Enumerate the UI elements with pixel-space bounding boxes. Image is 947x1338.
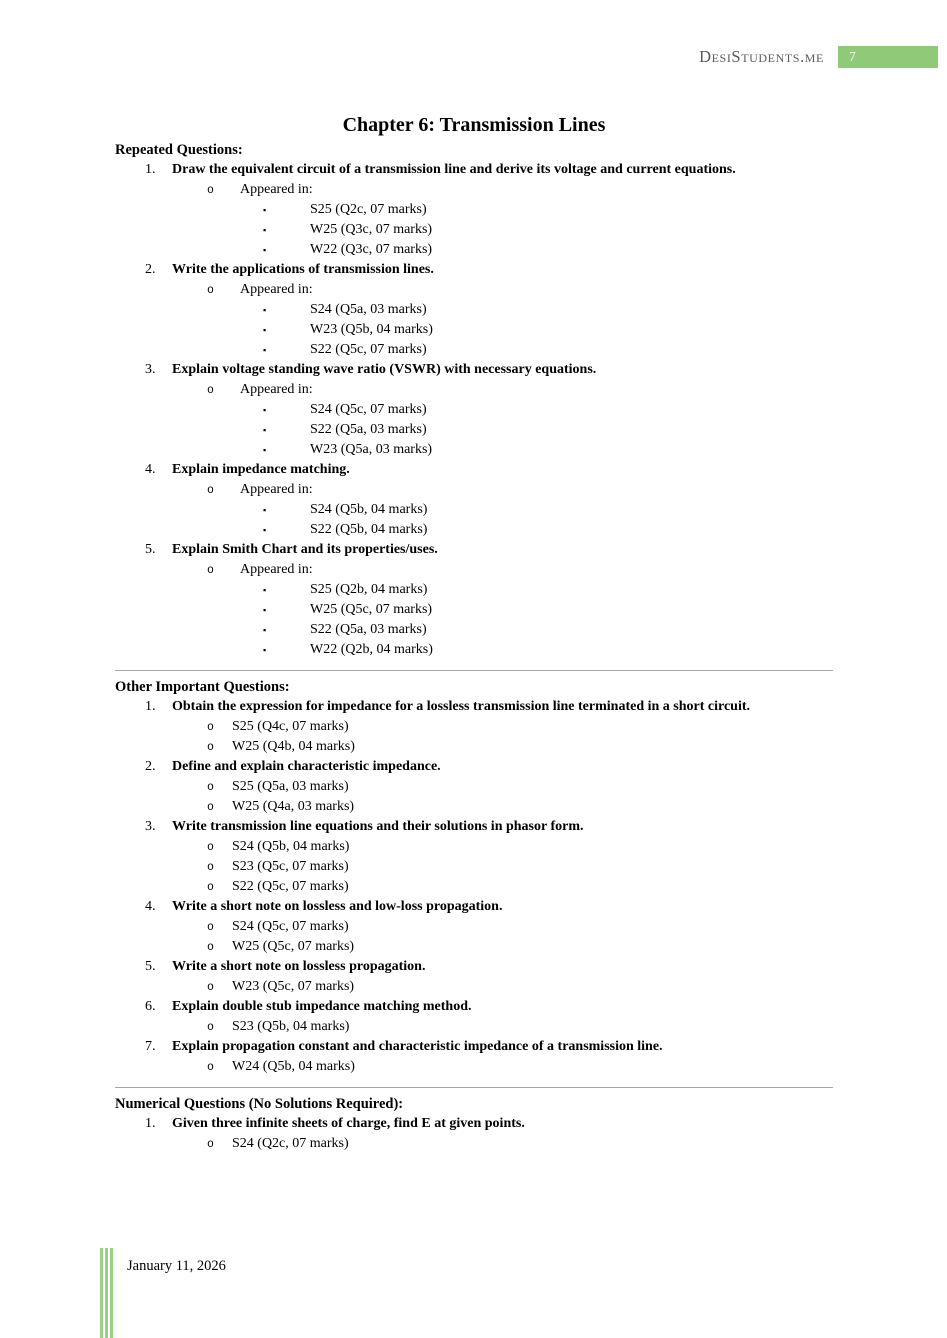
appearance-item-text: W25 (Q4b, 04 marks) <box>232 739 355 754</box>
appearance-item <box>115 937 833 957</box>
question-item <box>115 1037 833 1057</box>
circle-bullet-icon: o <box>207 184 214 197</box>
appearance-item-text: S22 (Q5a, 03 marks) <box>310 622 427 637</box>
section-divider <box>115 1087 833 1088</box>
appearance-item-text: S22 (Q5c, 07 marks) <box>310 342 427 357</box>
circle-bullet-icon: o <box>207 1021 214 1034</box>
question-item <box>115 160 833 180</box>
footer-date: January 11, 2026 <box>127 1258 226 1274</box>
appearance-item <box>115 620 833 640</box>
circle-bullet-icon: o <box>207 564 214 577</box>
section-divider <box>115 670 833 671</box>
question-number: 1. <box>145 1116 156 1131</box>
question-text: Explain impedance matching. <box>172 462 350 477</box>
circle-bullet-icon: o <box>207 801 214 814</box>
square-bullet-icon: ▪ <box>263 405 267 415</box>
section-heading: Other Important Questions: <box>115 679 290 695</box>
question-number: 5. <box>145 542 156 557</box>
question-number: 3. <box>145 362 156 377</box>
appearance-item <box>115 340 833 360</box>
question-text: Explain double stub impedance matching method. <box>172 999 472 1014</box>
question-number: 1. <box>145 699 156 714</box>
circle-bullet-icon: o <box>207 941 214 954</box>
question-text: Write the applications of transmission lines. <box>172 262 434 277</box>
appearance-item-text: W25 (Q3c, 07 marks) <box>310 222 433 237</box>
appearance-item-text: S24 (Q5b, 04 marks) <box>232 839 350 854</box>
site-name: DesiStudents.me <box>699 47 824 66</box>
square-bullet-icon: ▪ <box>263 605 267 615</box>
appearance-item <box>115 857 833 877</box>
circle-bullet-icon: o <box>207 841 214 854</box>
appearance-item <box>115 737 833 757</box>
question-number: 2. <box>145 759 156 774</box>
circle-bullet-icon: o <box>207 384 214 397</box>
appearance-item-text: W25 (Q5c, 07 marks) <box>310 602 433 617</box>
appearance-item-text: S22 (Q5a, 03 marks) <box>310 422 427 437</box>
page-title: Chapter 6: Transmission Lines <box>342 114 606 136</box>
appearance-item-text: W22 (Q3c, 07 marks) <box>310 242 433 257</box>
question-item <box>115 757 833 777</box>
question-item <box>115 540 833 560</box>
square-bullet-icon: ▪ <box>263 225 267 235</box>
circle-bullet-icon: o <box>207 741 214 754</box>
appearance-item <box>115 877 833 897</box>
circle-bullet-icon: o <box>207 921 214 934</box>
square-bullet-icon: ▪ <box>263 625 267 635</box>
question-item <box>115 897 833 917</box>
appearance-item-text: S24 (Q5c, 07 marks) <box>310 402 427 417</box>
appeared-in-label-text: Appeared in: <box>240 182 313 197</box>
question-number: 2. <box>145 262 156 277</box>
appearance-item <box>115 837 833 857</box>
appearance-item-text: W24 (Q5b, 04 marks) <box>232 1059 355 1074</box>
appeared-in-label <box>115 480 833 500</box>
circle-bullet-icon: o <box>207 881 214 894</box>
question-item <box>115 957 833 977</box>
appearance-item <box>115 320 833 340</box>
page-header <box>0 46 938 68</box>
appearance-item <box>115 717 833 737</box>
appearance-item-text: W23 (Q5c, 07 marks) <box>232 979 355 994</box>
appearance-item-text: W23 (Q5b, 04 marks) <box>310 322 433 337</box>
appeared-in-label <box>115 280 833 300</box>
appearance-item <box>115 777 833 797</box>
appearance-item-text: S23 (Q5c, 07 marks) <box>232 859 349 874</box>
appearance-item <box>115 240 833 260</box>
square-bullet-icon: ▪ <box>263 645 267 655</box>
appeared-in-label-text: Appeared in: <box>240 562 313 577</box>
page-number-badge: 7 <box>838 46 938 68</box>
square-bullet-icon: ▪ <box>263 525 267 535</box>
question-item <box>115 817 833 837</box>
question-number: 7. <box>145 1039 156 1054</box>
document-body <box>115 112 833 1154</box>
question-item <box>115 997 833 1017</box>
appearance-item-text: S24 (Q5a, 03 marks) <box>310 302 427 317</box>
question-item <box>115 460 833 480</box>
question-item <box>115 260 833 280</box>
appearance-item-text: S24 (Q5c, 07 marks) <box>232 919 349 934</box>
appearance-item <box>115 1017 833 1037</box>
circle-bullet-icon: o <box>207 1138 214 1151</box>
appearance-item <box>115 1057 833 1077</box>
question-text: Write a short note on lossless propagation. <box>172 959 426 974</box>
question-number: 3. <box>145 819 156 834</box>
square-bullet-icon: ▪ <box>263 245 267 255</box>
question-text: Write a short note on lossless and low-loss propagation. <box>172 899 503 914</box>
question-number: 4. <box>145 899 156 914</box>
question-text: Explain voltage standing wave ratio (VSWR) with necessary equations. <box>172 362 597 377</box>
appearance-item-text: S25 (Q4c, 07 marks) <box>232 719 349 734</box>
appeared-in-label <box>115 560 833 580</box>
appeared-in-label-text: Appeared in: <box>240 482 313 497</box>
appearance-item-text: S25 (Q2b, 04 marks) <box>310 582 428 597</box>
appearance-item <box>115 220 833 240</box>
appearance-item-text: S25 (Q2c, 07 marks) <box>310 202 427 217</box>
appearance-item <box>115 500 833 520</box>
square-bullet-icon: ▪ <box>263 445 267 455</box>
appearance-item-text: S25 (Q5a, 03 marks) <box>232 779 349 794</box>
appearance-item <box>115 977 833 997</box>
circle-bullet-icon: o <box>207 981 214 994</box>
appearance-item-text: S24 (Q5b, 04 marks) <box>310 502 428 517</box>
question-text: Draw the equivalent circuit of a transmission line and derive its voltage and current equations. <box>172 162 736 177</box>
section-heading: Repeated Questions: <box>115 142 243 158</box>
question-text: Explain Smith Chart and its properties/uses. <box>172 542 438 557</box>
appearance-item <box>115 400 833 420</box>
appearance-item <box>115 580 833 600</box>
appearance-item <box>115 200 833 220</box>
appearance-item <box>115 300 833 320</box>
appearance-item-text: W23 (Q5a, 03 marks) <box>310 442 433 457</box>
square-bullet-icon: ▪ <box>263 345 267 355</box>
appearance-item <box>115 600 833 620</box>
appearance-item-text: S23 (Q5b, 04 marks) <box>232 1019 350 1034</box>
question-text: Write transmission line equations and their solutions in phasor form. <box>172 819 584 834</box>
question-text: Given three infinite sheets of charge, find E at given points. <box>172 1116 525 1131</box>
question-text: Obtain the expression for impedance for a lossless transmission line terminated in a short circuit. <box>172 699 751 714</box>
appearance-item-text: S22 (Q5c, 07 marks) <box>232 879 349 894</box>
appeared-in-label-text: Appeared in: <box>240 382 313 397</box>
square-bullet-icon: ▪ <box>263 205 267 215</box>
question-item <box>115 1114 833 1134</box>
appearance-item <box>115 640 833 660</box>
appearance-item <box>115 917 833 937</box>
footer-accent-lines-icon <box>100 1248 113 1338</box>
square-bullet-icon: ▪ <box>263 585 267 595</box>
appearance-item-text: S24 (Q2c, 07 marks) <box>232 1136 349 1151</box>
appearance-item <box>115 420 833 440</box>
appearance-item-text: W25 (Q5c, 07 marks) <box>232 939 355 954</box>
appearance-item <box>115 440 833 460</box>
circle-bullet-icon: o <box>207 484 214 497</box>
appearance-item <box>115 797 833 817</box>
square-bullet-icon: ▪ <box>263 305 267 315</box>
circle-bullet-icon: o <box>207 1061 214 1074</box>
appeared-in-label <box>115 180 833 200</box>
circle-bullet-icon: o <box>207 861 214 874</box>
circle-bullet-icon: o <box>207 781 214 794</box>
square-bullet-icon: ▪ <box>263 325 267 335</box>
question-number: 4. <box>145 462 156 477</box>
square-bullet-icon: ▪ <box>263 425 267 435</box>
circle-bullet-icon: o <box>207 721 214 734</box>
question-item <box>115 697 833 717</box>
appearance-item <box>115 1134 833 1154</box>
question-number: 5. <box>145 959 156 974</box>
appeared-in-label-text: Appeared in: <box>240 282 313 297</box>
question-number: 1. <box>145 162 156 177</box>
appearance-item-text: W22 (Q2b, 04 marks) <box>310 642 433 657</box>
question-text: Explain propagation constant and characteristic impedance of a transmission line. <box>172 1039 663 1054</box>
circle-bullet-icon: o <box>207 284 214 297</box>
question-number: 6. <box>145 999 156 1014</box>
square-bullet-icon: ▪ <box>263 505 267 515</box>
appeared-in-label <box>115 380 833 400</box>
appearance-item <box>115 520 833 540</box>
appearance-item-text: S22 (Q5b, 04 marks) <box>310 522 428 537</box>
appearance-item-text: W25 (Q4a, 03 marks) <box>232 799 355 814</box>
question-text: Define and explain characteristic impedance. <box>172 759 441 774</box>
question-item <box>115 360 833 380</box>
section-heading: Numerical Questions (No Solutions Required): <box>115 1096 404 1112</box>
